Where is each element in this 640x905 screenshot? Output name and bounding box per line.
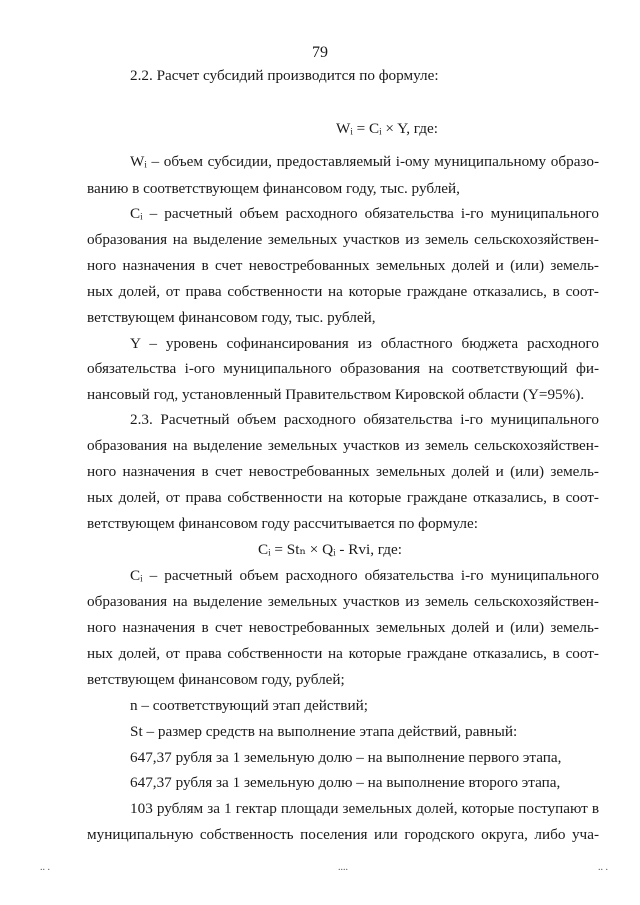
scan-speck: .. . <box>598 862 608 873</box>
text-line: ных долей, от права собственности на которые граждане отказались, в соот- <box>87 645 599 662</box>
text-line: n – соответствующий этап действий; <box>130 697 368 714</box>
text-line: Wᵢ – объем субсидии, предоставляемый i-ому муниципальному образо- <box>130 153 599 170</box>
text-line: ного назначения в счет невостребованных земельных долей и (или) земель- <box>87 463 599 480</box>
text-line: муниципальную собственность поселения или городского округа, либо уча- <box>87 826 599 843</box>
scan-speck: .... <box>338 862 348 873</box>
text-line: ветствующем финансовом году рассчитывается по формуле: <box>87 515 478 532</box>
formula-w: Wᵢ = Cᵢ × Y, где: <box>336 120 438 137</box>
text-line: 103 рублям за 1 гектар площади земельных долей, которые поступают в <box>130 800 599 817</box>
formula-c: Cᵢ = Stₙ × Qᵢ - Rvi, где: <box>258 541 402 558</box>
text-line: 647,37 рубля за 1 земельную долю – на выполнение первого этапа, <box>130 749 562 766</box>
text-line: ветствующем финансовом году, рублей; <box>87 671 345 688</box>
text-line: St – размер средств на выполнение этапа действий, равный: <box>130 723 518 740</box>
text-line: 2.2. Расчет субсидий производится по формуле: <box>130 67 439 84</box>
text-line: образования на выделение земельных участков из земель сельскохозяйствен- <box>87 593 599 610</box>
scan-speck: .. . <box>40 862 50 873</box>
page-number: 79 <box>312 44 328 61</box>
text-line: Cᵢ – расчетный объем расходного обязательства i-го муниципального <box>130 567 599 584</box>
text-line: ванию в соответствующем финансовом году, тыс. рублей, <box>87 180 460 197</box>
text-line: 647,37 рубля за 1 земельную долю – на выполнение второго этапа, <box>130 774 561 791</box>
text-line: ного назначения в счет невостребованных земельных долей и (или) земель- <box>87 619 599 636</box>
text-line: образования на выделение земельных участков из земель сельскохозяйствен- <box>87 437 599 454</box>
text-line: Cᵢ – расчетный объем расходного обязательства i-го муниципального <box>130 205 599 222</box>
text-line: обязательства i-ого муниципального образования на соответствующий фи- <box>87 360 599 377</box>
text-line: ного назначения в счет невостребованных земельных долей и (или) земель- <box>87 257 599 274</box>
text-line: нансовый год, установленный Правительством Кировской области (Y=95%). <box>87 386 585 403</box>
text-line: 2.3. Расчетный объем расходного обязательства i-го муниципального <box>130 411 599 428</box>
text-line: образования на выделение земельных участков из земель сельскохозяйствен- <box>87 231 599 248</box>
text-line: Y – уровень софинансирования из областного бюджета расходного <box>130 335 599 352</box>
text-line: ных долей, от права собственности на которые граждане отказались, в соот- <box>87 489 599 506</box>
text-line: ных долей, от права собственности на которые граждане отказались, в соот- <box>87 283 599 300</box>
text-line: ветствующем финансовом году, тыс. рублей, <box>87 309 376 326</box>
